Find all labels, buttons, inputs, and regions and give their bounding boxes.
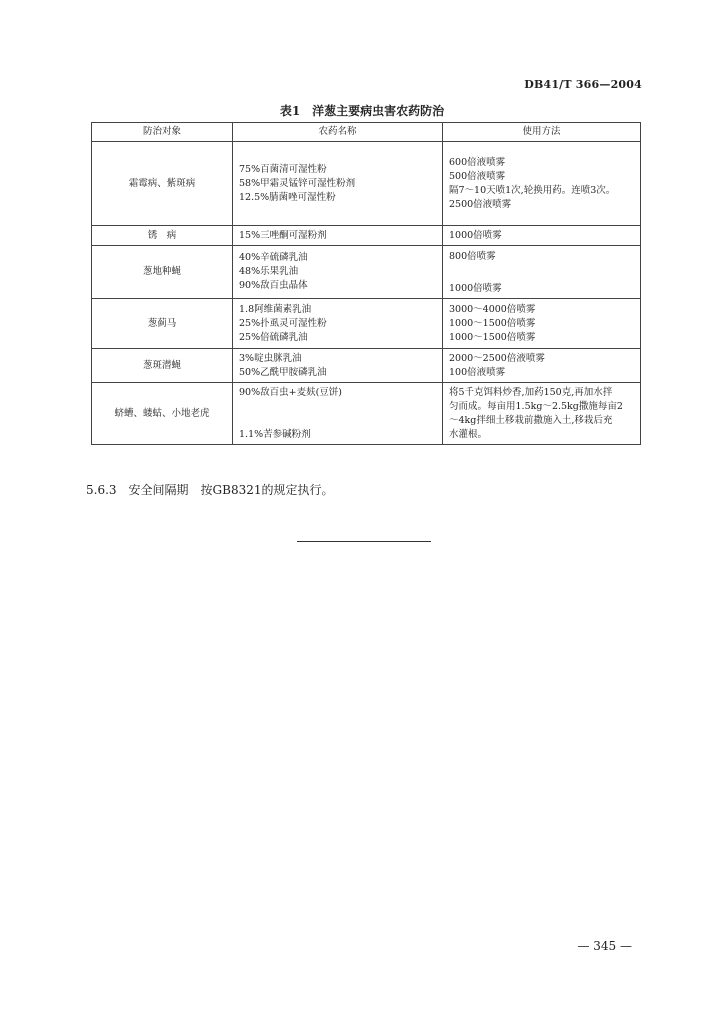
target-cell: 蛴螬、蝼蛄、小地老虎 <box>92 383 233 445</box>
pesticide-cell <box>233 349 443 383</box>
method-line: 2000～2500倍液喷雾 <box>449 352 545 364</box>
pesticide-cell <box>233 299 443 349</box>
method-cell <box>443 299 641 349</box>
method-line: 600倍液喷雾 <box>449 156 506 168</box>
section-text: 安全间隔期 按GB8321的规定执行。 <box>128 483 334 497</box>
pesticide-line: 50%乙酰甲胺磷乳油 <box>239 366 327 378</box>
pesticide-line: 40%辛硫磷乳油 <box>239 252 308 263</box>
method-line: 1000倍喷雾 <box>449 229 502 241</box>
pesticide-cell <box>233 142 443 226</box>
target-cell: 葱斑潜蝇 <box>92 349 233 383</box>
method-line: 水灌根。 <box>449 428 488 440</box>
pesticide-line: 15%三唑酮可湿粉剂 <box>239 229 327 241</box>
table-header-row <box>92 123 641 142</box>
column-header-target: 防治对象 <box>92 123 233 142</box>
pesticide-line: 75%百菌清可湿性粉 <box>239 163 327 175</box>
table-row <box>92 299 641 349</box>
pesticide-line: 12.5%腈菌唑可湿性粉 <box>239 191 336 203</box>
method-line <box>449 264 634 278</box>
method-line: 500倍液喷雾 <box>449 170 506 182</box>
pesticide-line: 90%敌百虫晶体 <box>239 280 308 291</box>
method-cell <box>443 142 641 226</box>
target-cell: 霜霉病、紫斑病 <box>92 142 233 226</box>
pest-control-table <box>91 122 641 445</box>
method-line: 3000～4000倍喷雾 <box>449 303 536 315</box>
method-line: 隔7～10天喷1次,轮换用药。连喷3次。 <box>449 184 616 196</box>
pesticide-cell <box>233 226 443 246</box>
method-line: 100倍液喷雾 <box>449 366 506 378</box>
pesticide-line: 25%扑虱灵可湿性粉 <box>239 317 327 329</box>
method-cell <box>443 383 641 445</box>
pesticide-line: 48%乐果乳油 <box>239 266 299 277</box>
page-number: — 345 — <box>577 939 632 953</box>
table-row <box>92 142 641 226</box>
method-line: 800倍喷雾 <box>449 251 496 262</box>
method-line: 1000倍喷雾 <box>449 283 502 294</box>
pesticide-line: 1.1%苦参碱粉剂 <box>239 428 311 440</box>
table-title: 表1 洋葱主要病虫害农药防治 <box>279 104 445 118</box>
method-line: 将5千克饵料炒香,加药150克,再加水拌 <box>449 386 613 398</box>
section-number: 5.6.3 <box>86 483 117 497</box>
target-cell: 锈 病 <box>92 226 233 246</box>
method-cell <box>443 349 641 383</box>
method-line: 匀而成。每亩用1.5kg～2.5kg撒施每亩2 <box>449 400 623 412</box>
end-divider <box>297 541 431 542</box>
pesticide-line: 90%敌百虫+麦麸(豆饼) <box>239 386 342 398</box>
pesticide-line: 25%倍硫磷乳油 <box>239 331 308 343</box>
pesticide-cell <box>233 246 443 299</box>
method-cell <box>443 226 641 246</box>
method-line: ～4kg拌细土移栽前撒施入土,移栽后充 <box>449 414 613 426</box>
column-header-pesticide: 农药名称 <box>233 123 443 142</box>
table-row <box>92 349 641 383</box>
table-row <box>92 226 641 246</box>
pesticide-line: 3%啶虫脒乳油 <box>239 352 302 364</box>
method-line: 1000～1500倍喷雾 <box>449 331 536 343</box>
standard-code: DB41/T 366—2004 <box>524 78 642 91</box>
pesticide-line: 58%甲霜灵锰锌可湿性粉剂 <box>239 177 356 189</box>
pesticide-line: 1.8阿维菌素乳油 <box>239 303 312 315</box>
method-cell <box>443 246 641 299</box>
section-note <box>86 481 334 498</box>
method-line: 1000～1500倍喷雾 <box>449 317 536 329</box>
pesticide-line <box>239 400 436 428</box>
table-row <box>92 246 641 299</box>
target-cell: 葱蓟马 <box>92 299 233 349</box>
method-line: 2500倍液喷雾 <box>449 198 512 210</box>
table-row <box>92 383 641 445</box>
target-cell: 葱地种蝇 <box>92 246 233 299</box>
column-header-method: 使用方法 <box>443 123 641 142</box>
pesticide-cell <box>233 383 443 445</box>
